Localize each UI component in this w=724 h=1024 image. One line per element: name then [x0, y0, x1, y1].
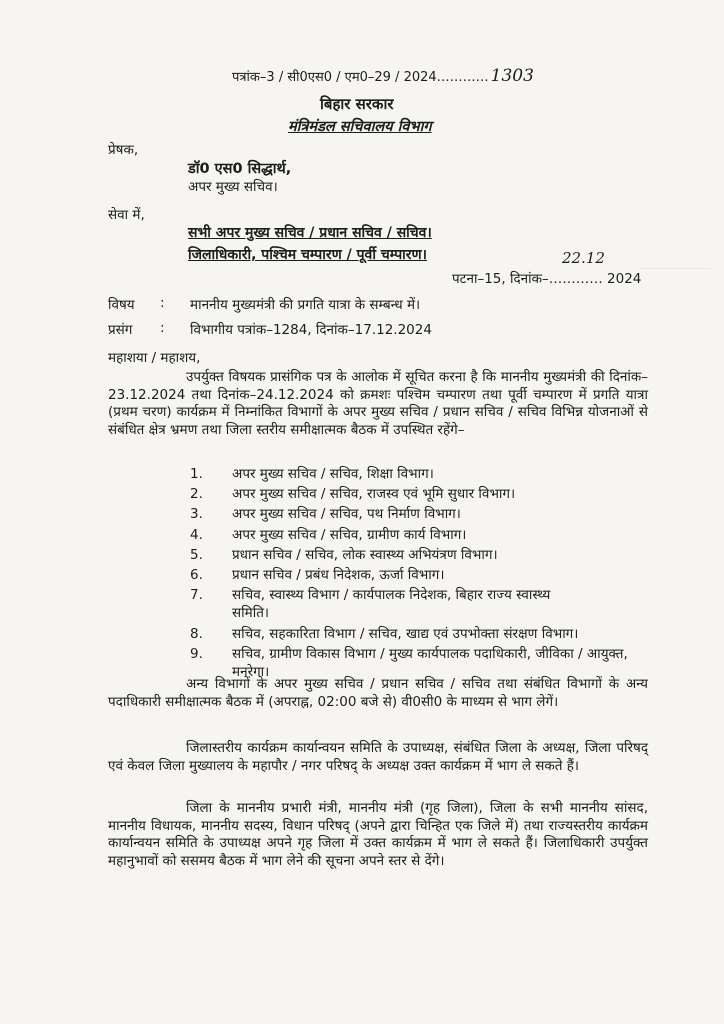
- reference-label: प्रसंग: [108, 322, 133, 338]
- list-item-text: प्रधान सचिव / प्रबंध निदेशक, ऊर्जा विभाग।: [232, 567, 445, 584]
- salutation: महाशया / महाशय,: [108, 350, 201, 366]
- list-item-number: 7.: [190, 587, 203, 604]
- list-item: [190, 546, 662, 564]
- department-list: [190, 465, 662, 683]
- list-item-text: अपर मुख्य सचिव / सचिव, पथ निर्माण विभाग।: [232, 506, 461, 523]
- recipient-line-1: सभी अपर मुख्य सचिव / प्रधान सचिव / सचिव।: [188, 225, 432, 241]
- list-item-text: अपर मुख्य सचिव / सचिव, राजस्व एवं भूमि सुधार विभाग।: [232, 486, 516, 503]
- list-item-text: सचिव, ग्रामीण विकास विभाग / मुख्य कार्यपालक पदाधिकारी, जीविका / आयुक्त, मनरेगा।: [232, 645, 628, 681]
- government-heading: बिहार सरकार: [320, 95, 394, 113]
- list-item: [190, 566, 662, 584]
- list-item-number: 9.: [190, 645, 203, 662]
- list-item: [190, 526, 662, 544]
- to-label: सेवा में,: [108, 207, 145, 223]
- list-item-text: अपर मुख्य सचिव / सचिव, ग्रामीण कार्य विभाग।: [232, 526, 467, 543]
- list-item-text: अपर मुख्य सचिव / सचिव, शिक्षा विभाग।: [232, 466, 434, 482]
- handwritten-date: 22.12: [562, 249, 605, 267]
- list-item-text: प्रधान सचिव / सचिव, लोक स्वास्थ्य अभियंत्रण विभाग।: [232, 546, 498, 563]
- list-item: [190, 465, 662, 483]
- department-heading: मंत्रिमंडल सचिवालय विभाग: [288, 119, 432, 135]
- list-item-text: सचिव, स्वास्थ्य विभाग / कार्यपालक निदेशक, बिहार राज्य स्वास्थ्य समिति।: [232, 587, 551, 622]
- list-item-number: 2.: [190, 486, 203, 503]
- sender-title: अपर मुख्य सचिव।: [188, 179, 278, 195]
- list-item-number: 4.: [190, 526, 203, 543]
- handwritten-number: 1303: [490, 66, 534, 86]
- list-item-number: 8.: [190, 625, 203, 642]
- paragraph-4-text: जिला के माननीय प्रभारी मंत्री, माननीय मंत्री (गृह जिला), जिला के सभी माननीय सांसद, माननीय विधायक, माननीय सदस्य, विधान परिषद् (अपने द्वारा चिन्हित एक जिले में) तथा राज्यस्तरीय कार्यक्रम कार्यान्वयन समिति के उपाध्यक्ष अपने गृह जिला में उक्त कार्यक्रम में भाग ले सकते हैं। जिलाधिकारी उपर्युक्त महानुभावों को ससमय बैठक में भाग लेने की सूचना अपने स्तर से देंगे।: [108, 800, 648, 869]
- paragraph-3-text: जिलास्तरीय कार्यक्रम कार्यान्वयन समिति के उपाध्यक्ष, संबंधित जिला के अध्यक्ष, जिला परिषद् एवं केवल जिला मुख्यालय के महापौर / नगर परिषद् के अध्यक्ष उक्त कार्यक्रम में भाग ले सकते हैं।: [108, 740, 648, 774]
- reference-number: [232, 66, 534, 86]
- list-item: [190, 485, 662, 503]
- list-item-text: सचिव, सहकारिता विभाग / सचिव, खाद्य एवं उपभोक्ता संरक्षण विभाग।: [232, 625, 579, 642]
- list-item-number: 1.: [190, 466, 203, 482]
- list-item: [190, 625, 662, 643]
- paragraph-2: [108, 676, 648, 711]
- subject-colon: :: [160, 295, 165, 311]
- reference-number-text: पत्रांक–3 / सी0एस0 / एम0–29 / 2024…………: [232, 70, 489, 85]
- sender-label: प्रेषक,: [108, 142, 139, 158]
- paragraph-1-text: उपर्युक्त विषयक प्रासंगिक पत्र के आलोक में सूचित करना है कि माननीय मुख्यमंत्री की दिनांक–23.12.2024 तथा दिनांक–24.12.2024 को क्रमशः पश्चिम चम्पारण तथा पूर्वी चम्पारण में प्रगति यात्रा (प्रथम चरण) कार्यक्रम में निम्नांकित विभागों के अपर मुख्य सचिव / प्रधान सचिव / सचिव विभिन्न योजनाओं से संबंधित क्षेत्र भ्रमण तथा जिला स्तरीय समीक्षात्मक बैठक में उपस्थित रहेंगे–: [108, 369, 648, 438]
- faint-mark: [640, 268, 710, 269]
- sender-name: डॉ0 एस0 सिद्धार्थ,: [188, 161, 292, 177]
- reference-text: विभागीय पत्रांक–1284, दिनांक–17.12.2024: [190, 322, 432, 338]
- list-item-number: 6.: [190, 567, 203, 584]
- paragraph-1: [108, 369, 648, 439]
- list-item: [190, 505, 662, 523]
- list-item-number: 3.: [190, 506, 203, 523]
- subject-label: विषय: [108, 297, 135, 313]
- list-item: [190, 586, 562, 622]
- list-item-number: 5.: [190, 546, 203, 563]
- paragraph-2-text: अन्य विभागों के अपर मुख्य सचिव / प्रधान सचिव / सचिव तथा संबंधित विभागों के अन्य पदाधिकारी समीक्षात्मक बैठक में (अपराह्न, 02:00 बजे से) वी0सी0 के माध्यम से भाग लेगें।: [108, 676, 648, 710]
- place-date: पटना–15, दिनांक–………… 2024: [452, 271, 642, 287]
- recipient-line-2: जिलाधिकारी, पश्चिम चम्पारण / पूर्वी चम्पारण।: [188, 247, 427, 263]
- subject-text: माननीय मुख्यमंत्री की प्रगति यात्रा के सम्बन्ध में।: [190, 297, 421, 313]
- paragraph-4: [108, 800, 648, 870]
- reference-colon: :: [160, 320, 165, 336]
- paragraph-3: [108, 740, 648, 775]
